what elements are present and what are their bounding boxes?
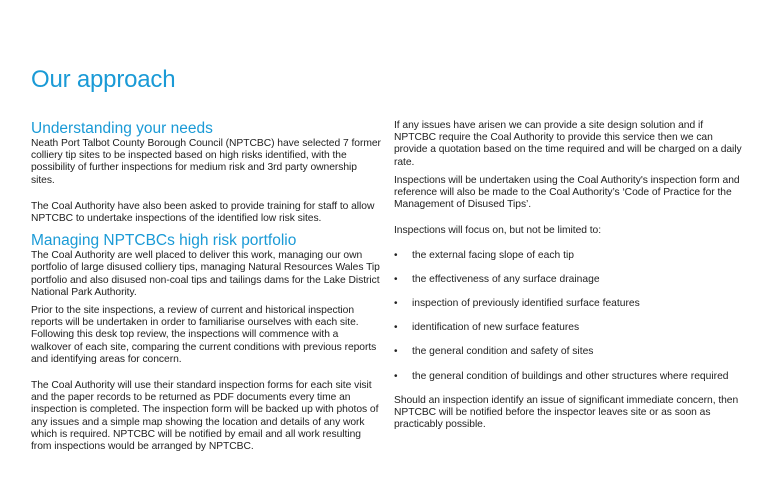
right-column — [394, 120, 744, 431]
paragraph: The Coal Authority have also been asked to provide training for staff to allow NPTCBC to undertake inspections of the identified low risk sites. — [31, 200, 375, 225]
bullet-icon: • — [394, 346, 398, 358]
section-heading-needs: Understanding your needs — [31, 120, 213, 137]
bullet-icon: • — [394, 249, 398, 261]
list-item: • the general condition of buildings and other structures where required — [394, 370, 729, 382]
list-item: • the general condition and safety of sites — [394, 346, 594, 358]
section-heading-portfolio: Managing NPTCBCs high risk portfolio — [31, 232, 297, 250]
paragraph: Inspections will focus on, but not be limited to: — [394, 225, 602, 237]
focus-list — [394, 250, 744, 383]
left-column — [31, 120, 381, 453]
list-item: • the external facing slope of each tip — [394, 249, 574, 261]
bullet-icon: • — [394, 273, 398, 285]
bullet-icon: • — [394, 322, 398, 334]
paragraph: Neath Port Talbot County Borough Council (NPTCBC) have selected 7 former colliery tip sites to be inspected based on high risks identified, with the possibility of further inspections for medium risk and 3rd party ownership sites. — [31, 138, 381, 186]
list-item: • the effectiveness of any surface drainage — [394, 273, 600, 285]
paragraph: The Coal Authority are well placed to deliver this work, managing our own portfolio of large disused colliery tips, managing Natural Resources Wales Tip portfolio and also disused non-coal tips and tailings dams for the Lake District National Park Authority. — [31, 250, 380, 298]
list-item: • inspection of previously identified surface features — [394, 298, 640, 310]
bullet-icon: • — [394, 298, 398, 310]
closing-paragraph: Should an inspection identify an issue of significant immediate concern, then NPTCBC will be notified before the inspector leaves site or as soon as practicably possible. — [394, 394, 739, 431]
paragraph: Inspections will be undertaken using the Coal Authority's inspection form and reference will also be made to the Coal Authority’s ‘Code of Practice for the Management of Disused Tips’. — [394, 174, 740, 211]
paragraph: Prior to the site inspections, a review of current and historical inspection reports will be undertaken in order to familiarise ourselves with each site. Following this desk top review, the inspections will commence with a walkover of each site, comparing the current conditions with previous reports and identifying areas for concern. — [31, 305, 377, 365]
paragraph: The Coal Authority will use their standard inspection forms for each site visit and the paper records to be returned as PDF documents every time an inspection is completed. The inspection form will be backed up with photos of any issues and a simple map showing the location and details of any work which is required. NPTCBC will be notified by email and all work resulting from inspections would be arranged by NPTCBC. — [31, 380, 379, 453]
list-item: • identification of new surface features — [394, 322, 580, 334]
paragraph: If any issues have arisen we can provide a site design solution and if NPTCBC require the Coal Authority to provide this service then we can provide a quotation based on the time required and will be charged on a daily rate. — [394, 120, 742, 168]
bullet-icon: • — [394, 370, 398, 382]
page-title: Our approach — [31, 66, 176, 93]
